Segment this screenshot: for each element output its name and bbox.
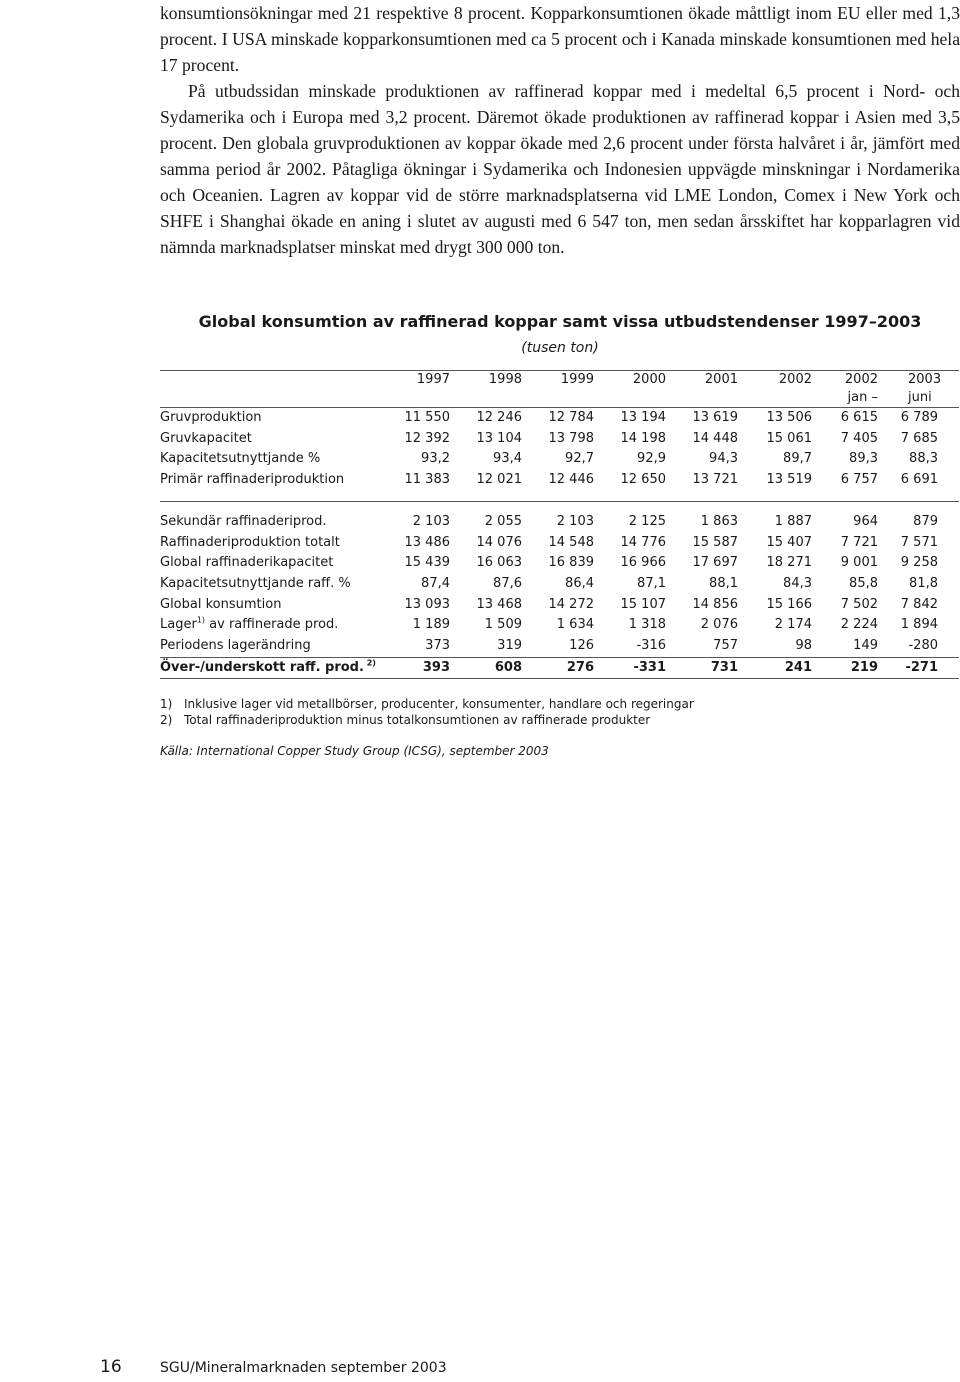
table-bottom-rule [160,678,959,679]
table-cell: 92,7 [565,451,594,467]
table-row [160,429,959,450]
table-cell: 12 650 [620,472,666,488]
table-cell: 7 405 [840,430,878,446]
table-cell: 393 [422,659,450,675]
table-cell: 15 439 [404,555,450,571]
table-cell: 9 258 [900,555,938,571]
table-body [160,408,959,501]
table-cell: 88,3 [909,451,938,467]
col-header-5: 2001 [704,372,738,387]
table-cell: 15 587 [692,534,738,550]
table-cell: 87,1 [637,575,666,591]
table-cell: 13 619 [692,410,738,425]
table-cell: 13 486 [404,534,450,550]
table-cell: 14 076 [476,534,522,550]
table-body-2 [160,502,959,657]
table-cell: 1 189 [412,617,450,633]
row-label: Global raffinaderikapacitet [160,555,334,571]
table-cell: 7 502 [840,596,878,612]
table-cell: 1 509 [484,617,522,633]
table-cell: 2 174 [774,617,812,633]
table-cell: 6 789 [900,410,938,425]
publication-name: SGU/Mineralmarknaden september 2003 [160,1360,447,1376]
col-header-2: 1998 [488,372,522,387]
table-cell: 12 446 [548,472,594,488]
table-cell: 92,9 [637,451,666,467]
table-cell: -271 [905,659,938,675]
footnote-1: 1) Inklusive lager vid metallbörser, producenter, konsumenter, handlare och regeringar [160,697,694,711]
table-cell: 2 224 [840,617,878,633]
table-cell: 12 392 [404,430,450,446]
table-cell: 731 [710,659,738,675]
table-cell: 14 448 [692,430,738,446]
table-cell: 13 194 [620,410,666,425]
table-cell: 6 757 [840,472,878,488]
table-cell: 87,4 [421,575,450,591]
row-label: Gruvproduktion [160,410,262,425]
body-text [160,0,960,260]
table-cell: 219 [850,659,878,675]
table-row [160,574,959,595]
table-cell: 86,4 [565,575,594,591]
page-number: 16 [100,1357,122,1377]
table-cell: 319 [497,638,522,654]
table-cell: 12 784 [548,410,594,425]
row-label: Kapacitetsutnyttjande raff. % [160,575,351,591]
col-header-3: 1999 [560,372,594,387]
table-total [160,658,959,679]
table-cell: 84,3 [783,575,812,591]
row-label: Kapacitetsutnyttjande % [160,451,321,467]
table-row [160,470,959,491]
table-cell: 17 697 [692,555,738,571]
table-row [160,595,959,616]
table-cell: 373 [425,638,450,654]
table-cell: 89,3 [849,451,878,467]
table-cell: 276 [566,659,594,675]
table-cell: 2 103 [412,513,450,529]
table-subtitle: (tusen ton) [521,340,599,356]
footnote-2: 2) Total raffinaderiproduktion minus totalkonsumtionen av raffinerade produkter [160,713,651,727]
source-note: Källa: International Copper Study Group (ICSG), september 2003 [160,744,549,758]
table-cell: 15 061 [766,430,812,446]
col-header-8: 2003 juni [908,372,942,405]
table-cell: 14 856 [692,596,738,612]
table-cell: 13 721 [692,472,738,488]
table-row [160,512,959,533]
table-cell: 7 842 [900,596,938,612]
table-cell: 2 103 [556,513,594,529]
table-cell: 14 272 [548,596,594,612]
col-header-4: 2000 [632,372,666,387]
table-cell: 879 [913,513,938,529]
table-cell: 1 318 [628,617,666,633]
table-cell: 1 894 [900,617,938,633]
table-row [160,449,959,470]
row-label: Gruvkapacitet [160,430,252,446]
table-cell: -316 [636,638,666,654]
copper-table [160,370,959,679]
table-cell: 87,6 [493,575,522,591]
table-row [160,553,959,574]
col-header-7: 2002 jan – [844,372,878,405]
table-cell: 1 634 [556,617,594,633]
table-cell: 14 776 [620,534,666,550]
table-row [160,658,959,679]
row-label: Över-/underskott raff. prod. $^{2)}$ [160,658,376,675]
table-cell: 93,2 [421,451,450,467]
table-cell: 7 721 [840,534,878,550]
table-cell: 608 [494,659,522,675]
table-cell: 7 571 [900,534,938,550]
footnotes [160,696,960,728]
table-header [160,371,959,407]
table-cell: 12 246 [476,410,522,425]
table-cell: 241 [784,659,812,675]
table-row [160,615,959,636]
table-cell: 16 839 [548,555,594,571]
row-label: Raffinaderiproduktion totalt [160,534,340,550]
table-cell: 1 863 [700,513,738,529]
table-cell: 13 506 [766,410,812,425]
table-cell: 14 198 [620,430,666,446]
table-cell: 18 271 [766,555,812,571]
row-label: Primär raffinaderiproduktion [160,472,345,488]
col-header-6: 2002 [778,372,812,387]
table-row [160,636,959,657]
table-cell: 15 107 [620,596,666,612]
table-cell: 12 021 [476,472,522,488]
table-cell: 11 550 [404,410,450,425]
table-cell: 2 125 [628,513,666,529]
table-cell: 15 166 [766,596,812,612]
table-cell: 11 383 [404,472,450,488]
paragraph-1: konsumtionsökningar med 21 respektive 8 procent. Kopparkonsumtionen ökade måttligt inom EU eller med 1,3 procent. I USA minskade kopparkonsumtionen med ca 5 procent och i Kanada minskade konsumtionen med hela 17 procent. [160,3,960,75]
table-cell: 9 001 [840,555,878,571]
table-cell: 14 548 [548,534,594,550]
table-cell: 89,7 [783,451,812,467]
col-header-1: 1997 [416,372,450,387]
table-cell: 6 615 [840,410,878,425]
table-cell: 98 [795,638,812,654]
row-label: Periodens lagerändring [160,638,311,654]
table-cell: 7 685 [900,430,938,446]
table-cell: 81,8 [909,575,938,591]
table-cell: 93,4 [493,451,522,467]
table-cell: 13 468 [476,596,522,612]
row-label: Sekundär raffinaderiprod. [160,513,327,529]
table-cell: 149 [853,638,878,654]
table-cell: -280 [908,638,938,654]
table-cell: 2 076 [700,617,738,633]
table-title: Global konsumtion av raffinerad koppar samt vissa utbudstendenser 1997–2003 [198,312,922,331]
table-cell: 1 887 [774,513,812,529]
table-cell: 16 966 [620,555,666,571]
table-cell: 6 691 [900,472,938,488]
row-label: Lager$^{1)}$ av raffinerade prod. [160,616,339,633]
table-cell: -331 [633,659,666,675]
table-row [160,408,959,429]
table-cell: 13 798 [548,430,594,446]
table-cell: 13 104 [476,430,522,446]
table-cell: 88,1 [709,575,738,591]
table-cell: 13 519 [766,472,812,488]
paragraph-2: På utbudssidan minskade produktionen av raffinerad koppar med i medeltal 6,5 procent i Nord- och Sydamerika och i Europa med 3,2 procent. Däremot ökade produktionen av raffinerad koppar i Asien med 3,5 procent. Den globala gruvproduktionen av koppar ökade med 2,6 procent under första halvåret i år, jämfört med samma period år 2002. Påtagliga ökningar i Sydamerika och Indonesien uppvägde minskningar i Nordamerika och Oceanien. Lagren av koppar vid de större marknadsplatserna vid LME London, Comex i New York och SHFE i Shanghai ökade en aning i slutet av augusti med 6 547 ton, men sedan årsskiftet har kopparlagren vid nämnda marknadsplatser minskat med drygt 300 000 ton. [160,81,960,257]
table-cell: 85,8 [849,575,878,591]
table-cell: 757 [713,638,738,654]
table-cell: 16 063 [476,555,522,571]
table-cell: 15 407 [766,534,812,550]
row-label: Global konsumtion [160,596,282,612]
table-cell: 13 093 [404,596,450,612]
table-cell: 126 [569,638,594,654]
table-cell: 2 055 [484,513,522,529]
table-row [160,533,959,554]
table-cell: 964 [853,513,878,529]
table-cell: 94,3 [709,451,738,467]
